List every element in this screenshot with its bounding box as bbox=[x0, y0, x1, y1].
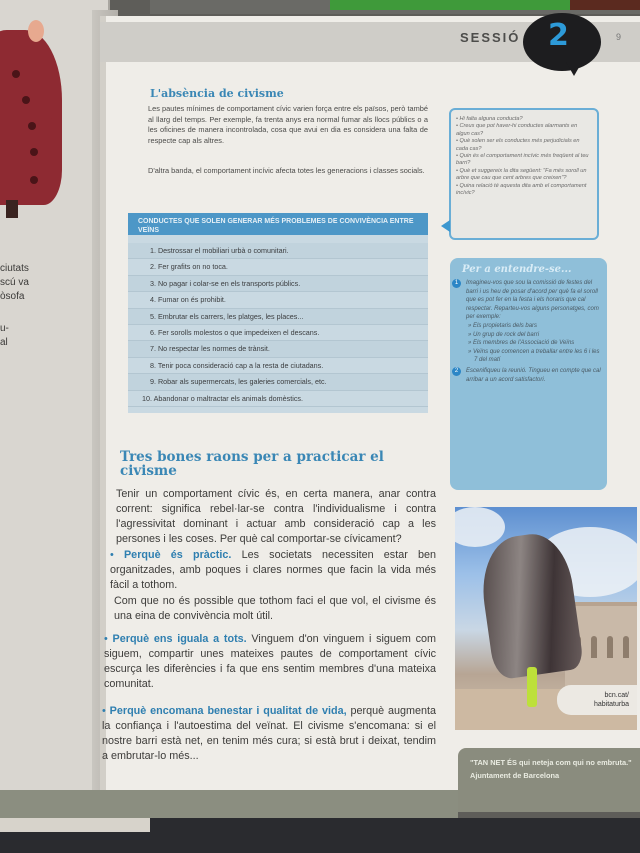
section-title-reasons: Tres bones raons per a practicar el civisme bbox=[120, 449, 384, 479]
photo-building-window bbox=[591, 636, 597, 658]
background-red-object bbox=[570, 0, 640, 10]
reason-3-text: perquè augmenta la confiança i l'autoestima del veïnat. El civisme s'encomana: si el nostre barri està net, en tenim més cura; si està brut i deixat, tendim a embrutar-lo més... bbox=[102, 705, 437, 762]
left-page-text: scú va bbox=[0, 277, 29, 288]
illustration-figure-leg bbox=[6, 200, 18, 218]
photo-building-window bbox=[623, 636, 629, 658]
page-marker: 9 bbox=[616, 32, 622, 42]
table-row: 1. Destrossar el mobiliari urbà o comunitari. bbox=[128, 243, 428, 259]
left-page-text: u- bbox=[0, 323, 9, 334]
reason-3 bbox=[102, 704, 436, 764]
reason-2-text: Vinguem d'on vinguem i siguem com siguem, compartir unes mateixes pautes de comportament cívic escurça les diferències i fa que ens sentim membres d'una mateixa comunitat. bbox=[104, 633, 437, 690]
conduct-table-heading: CONDUCTES QUE SOLEN GENERAR MÉS PROBLEMES DE CONVIVÈNCIA ENTRE VEÏNS bbox=[128, 213, 428, 235]
conduct-table bbox=[128, 213, 428, 413]
reasons-intro: Tenir un comportament cívic és, en certa manera, anar contra corrent: significa rebel·lar-se contra l'individualisme i contra l'agressivitat dominant i actuar amb consideració cap a les persones i les coses. Per què cal comportar-se cívicament? bbox=[116, 488, 436, 545]
illustration-coat-button bbox=[12, 70, 20, 78]
question-line: • Què et suggereix la dita següent: "Fa més soroll un arbre que cau que cent arbres que creixen"? bbox=[456, 167, 587, 182]
activity-sub-item: » Veïns que comencen a treballar entre les 6 i les 7 del matí bbox=[468, 348, 600, 364]
illustration-figure-hand bbox=[28, 20, 44, 42]
question-line: • Quina relació té aquesta dita amb el comportament incívic? bbox=[456, 182, 587, 197]
left-page-text: al bbox=[0, 337, 8, 348]
table-row: 4. Fumar on és prohibit. bbox=[128, 292, 428, 308]
sculpture-photo bbox=[455, 507, 637, 730]
activity-box bbox=[450, 258, 607, 490]
reason-1-extra: Com que no és possible que tothom faci el que vol, el civisme és una eina de convivència molt útil. bbox=[114, 595, 436, 622]
number-badge-icon: 1 bbox=[452, 279, 461, 288]
absence-paragraph-2: D'altra banda, el comportament incívic afecta totes les generacions i classes socials. bbox=[148, 166, 425, 175]
page-bottom-band bbox=[0, 790, 458, 820]
left-page-text: òsofa bbox=[0, 291, 25, 302]
photo-caption-line: bcn.cat/ bbox=[604, 692, 629, 699]
reason-1-heading: Perquè és pràctic. bbox=[123, 549, 232, 561]
session-number: 2 bbox=[548, 18, 569, 53]
session-badge-tail bbox=[566, 62, 582, 76]
bullet-icon: • bbox=[102, 705, 110, 717]
section-title-absence: L'absència de civisme bbox=[150, 87, 284, 100]
photo-building-window bbox=[607, 636, 613, 658]
session-label: SESSIÓ bbox=[460, 30, 521, 45]
illustration-coat-button bbox=[22, 96, 30, 104]
photo-cloud bbox=[455, 507, 505, 547]
bullet-icon: • bbox=[104, 633, 113, 645]
bullet-icon: • bbox=[110, 549, 124, 561]
quote-box: "TAN NET ÉS qui neteja com qui no embruta." Ajuntament de Barcelona bbox=[458, 748, 640, 812]
table-row: 5. Embrutar els carrers, les platges, les places... bbox=[128, 309, 428, 325]
activity-title: Per a entendre-se... bbox=[462, 264, 572, 275]
table-row: 7. No respectar les normes de trànsit. bbox=[128, 341, 428, 357]
table-row: 3. No pagar i colar-se en els transports públics. bbox=[128, 276, 428, 292]
activity-sub-item: » Els membres de l'Associació de Veïns bbox=[468, 340, 575, 347]
reason-1 bbox=[110, 548, 436, 593]
table-row: 9. Robar als supermercats, les galeries comercials, etc. bbox=[128, 374, 428, 390]
reason-2 bbox=[104, 632, 436, 692]
activity-item-text: Escenifiqueu la reunió. Tingueu en compte que cal arribar a un acord satisfactori. bbox=[466, 367, 601, 383]
question-line: • Hi falta alguna conducta? bbox=[456, 116, 523, 122]
absence-paragraph-1: Les pautes mínimes de comportament cívic varien força entre els països, però també al llarg del temps. Per exemple, fa trenta anys era normal fumar als llocs públics o a les oficines de manera incontrolada, cosa que avui en dia es considera una falta de respecte cap als altres. bbox=[148, 104, 428, 145]
photo-caption bbox=[557, 685, 637, 715]
question-line: • Quin és el comportament incívic més freqüent al teu barri? bbox=[456, 153, 589, 167]
illustration-coat-button bbox=[30, 148, 38, 156]
activity-item-1 bbox=[456, 279, 601, 322]
table-row: 6. Fer sorolls molestos o que impedeixen el descans. bbox=[128, 325, 428, 341]
activity-sub-item: » Un grup de rock del barri bbox=[468, 331, 540, 338]
question-speech-box bbox=[449, 108, 599, 240]
illustration-coat-button bbox=[30, 176, 38, 184]
number-badge-icon: 2 bbox=[452, 367, 461, 376]
activity-sub-item: » Els propietaris dels bars bbox=[468, 322, 538, 329]
illustration-coat-button bbox=[28, 122, 36, 130]
table-row: 8. Tenir poca consideració cap a la resta de ciutadans. bbox=[128, 358, 428, 374]
reason-2-heading: Perquè ens iguala a tots. bbox=[112, 633, 247, 645]
photo-caption-line: habitaturba bbox=[593, 701, 629, 708]
question-line: • Què solen ser els conductes més perjudicials en cada cas? bbox=[456, 138, 580, 152]
question-line: • Creus que pot haver-hi conductes alarmants en algun cas? bbox=[456, 123, 578, 137]
table-row: 10. Abandonar o maltractar els animals domèstics. bbox=[128, 391, 428, 407]
activity-item-text: Imagineu-vos que sou la comissió de festes del barri i us heu de posar d'acord per què fa el soroll que es pot fer en la festa i els horaris que cal respectar. Reparteu-vos alguns personatges, com per exemple: bbox=[466, 280, 599, 321]
photo-worker bbox=[527, 667, 537, 707]
background-paper bbox=[0, 818, 150, 832]
activity-item-2 bbox=[456, 367, 601, 384]
table-row: 2. Fer grafits on no toca. bbox=[128, 259, 428, 275]
reason-1-text: Les societats necessiten estar ben organitzades, amb poques i clares normes que facin la vida més fàcil a tothom. bbox=[110, 549, 436, 591]
speech-bubble-tail bbox=[441, 220, 450, 232]
background-green-object bbox=[330, 0, 570, 10]
conduct-table-body bbox=[128, 235, 428, 407]
left-page-text: ciutats bbox=[0, 263, 29, 274]
reason-3-heading: Perquè encomana benestar i qualitat de vida, bbox=[109, 705, 347, 717]
